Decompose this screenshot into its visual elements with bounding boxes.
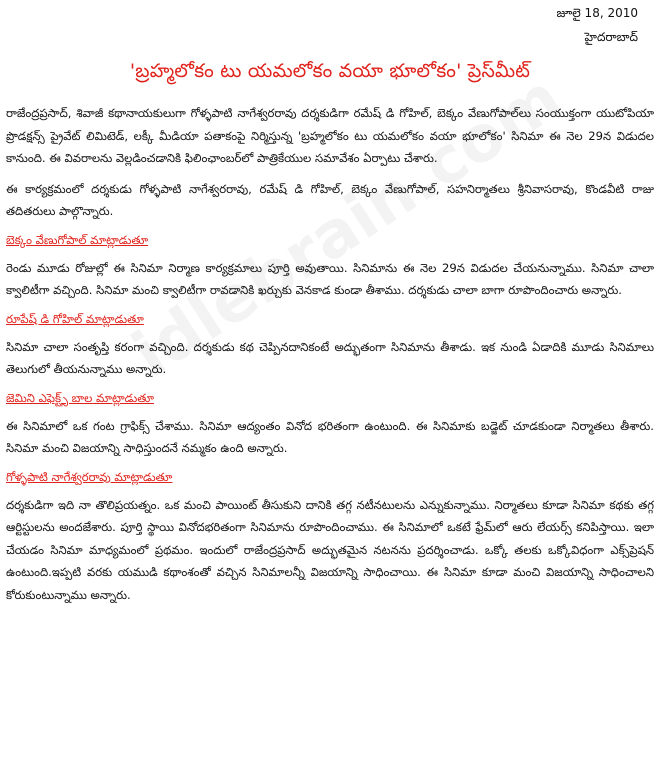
speaker-heading-ramesh: రూపేష్ డి గోహిల్ మాట్లాడుతూ (6, 311, 144, 326)
article-date: జూలై 18, 2010 (556, 6, 638, 20)
speaker-heading-venugopal: బెక్కం వేణుగోపాల్ మాట్లాడుతూ (6, 232, 149, 247)
article-body (6, 102, 654, 614)
attendees-paragraph: ఈ కార్యక్రమంలో దర్శకుడు గోళ్ళపాటి నాగేశ్వరరావు, రమేష్ డి గోహిల్, బెక్కం వేణుగోపాల్, సహనిర్మాతలు శ్రీనివాసరావు, కొండవీటి రాజు తదితరులు పాల్గొన్నారు. (6, 181, 654, 218)
speech-ramesh: సినిమా చాలా సంతృప్తి కరంగా వచ్చింది. దర్శకుడు కథ చెప్పినదానికంటే అద్భుతంగా సినిమాను తీశాడు. ఇక నుండి ఏడాదికి మూడు సినిమాలు తెలుగులో తీయనున్నాము అన్నారు. (6, 339, 654, 376)
speaker-heading-bala: జెమిని ఎఫెక్ట్స్ బాల మాట్లాడుతూ (6, 390, 155, 405)
speech-bala: ఈ సినిమాలో ఒక గంట గ్రాఫిక్స్ చేశాము. సినిమా ఆద్యంతం వినోద భరితంగా ఉంటుంది. ఈ సినిమాకు బడ్జెట్ చూడకుండా నిర్మాతలు తీశారు. సినిమా మంచి విజయాన్ని సాధిస్తుందనే నమ్మకం ఉంది అన్నారు. (6, 418, 654, 455)
speaker-heading-director: గోళ్ళపాటి నాగేశ్వరరావు మాట్లాడుతూ (6, 469, 173, 484)
speech-venugopal: రెండు మూడు రోజుల్లో ఈ సినిమా నిర్మాణ కార్యక్రమాలు పూర్తి అవుతాయి. సినిమాను ఈ నెల 29న విడుదల చేయనున్నాము. సినిమా చాలా క్వాలిటీగా వచ్చింది. సినిమా మంచి క్వాలిటీగా రావడానికి ఖర్చుకు వెనకాడ కుండా తీశాము. దర్శకుడు చాలా బాగా రూపొందించారు అన్నారు. (6, 260, 654, 297)
intro-paragraph: రాజేంద్రప్రసాద్, శివాజీ కథానాయకులుగా గోళ్ళపాటి నాగేశ్వరరావు దర్శకుడిగా రమేష్ డి గోహిల్, బెక్కం వేణుగోపాల్‌లు సంయుక్తంగా యుటోపియా ప్రొడక్షన్స్ ప్రైవేట్ లిమిటెడ్, లక్కీ మీడియా పతాకంపై నిర్మిస్తున్న 'బ్రహ్మలోకం టు యమలోకం వయా భూలోకం' సినిమా ఈ నెల 29న విడుదల కానుంది. ఈ వివరాలను వెల్లడించడానికి ఫిలింఛాంబర్‌లో పాత్రికేయుల సమావేశం ఏర్పాటు చేశారు. (6, 106, 654, 165)
article-title: 'బ్రహ్మలోకం టు యమలోకం వయా భూలోకం' ప్రెస్‌మీట్ (129, 60, 531, 82)
speech-director: దర్శకుడిగా ఇది నా తొలిప్రయత్నం. ఒక మంచి పాయింట్ తీసుకుని దానికి తగ్గ నటీనటులను ఎన్నుకున్నాము. నిర్మాతలు కూడా సినిమా కథకు తగ్గ ఆర్టిస్టులను అందజేశారు. పూర్తి స్థాయి వినోదభరితంగా సినిమాను రూపొందించాము. ఈ సినిమాలో ఒకటే ఫ్రేమ్‌లో ఆరు లేయర్స్ కనిపిస్తాయి. ఇలా చేయడం సినిమా మాధ్యమంలో ప్రథమం. ఇందులో రాజేంద్రప్రసాద్ అద్భుతమైన నటనను ప్రదర్శించాడు. ఒక్కో తలకు ఒక్కోవిధంగా ఎక్స్‌ప్రెషన్ ఉంటుంది.ఇప్పటి వరకు యముడి కథాంశంతో వచ్చిన సినిమాలన్నీ విజయాన్ని సాధించాయి. ఈ సినిమా కూడా మంచి విజయాన్ని సాధించాలని కోరుకుంటున్నాము అన్నారు. (6, 497, 654, 602)
article-location: హైదరాబాద్ (584, 30, 638, 44)
